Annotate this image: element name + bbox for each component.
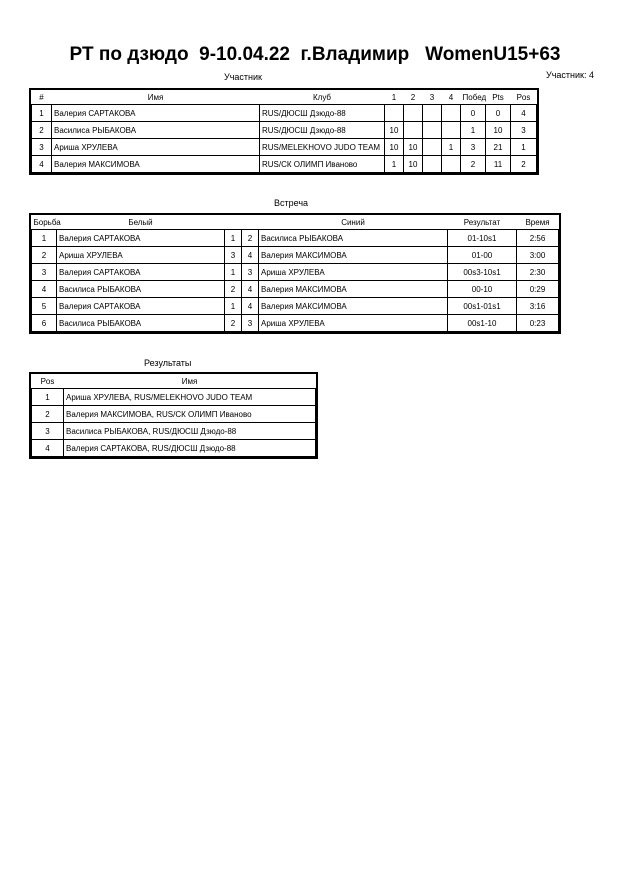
result-row	[32, 389, 316, 406]
participant-cell: RUS/СК ОЛИМП Иваново	[260, 156, 385, 173]
match-cell: 6	[32, 315, 57, 332]
participant-cell: 1	[385, 156, 404, 173]
result-cell: Василиса РЫБАКОВА, RUS/ДЮСШ Дзюдо-88	[64, 423, 316, 440]
participant-cell	[423, 122, 442, 139]
match-cell: Василиса РЫБАКОВА	[57, 315, 225, 332]
participant-column-header: #	[39, 92, 44, 102]
participant-cell: Валерия САРТАКОВА	[52, 105, 260, 122]
match-row	[32, 264, 559, 281]
participant-cell	[385, 105, 404, 122]
match-column-header: Борьба	[33, 217, 61, 227]
match-cell: 3	[242, 315, 259, 332]
match-cell: 4	[32, 281, 57, 298]
match-cell: 4	[242, 247, 259, 264]
result-column-header: Имя	[181, 376, 198, 386]
page-title: РТ по дзюдо 9-10.04.22 г.Владимир WomenU15+63	[69, 44, 561, 65]
match-cell: Василиса РЫБАКОВА	[259, 230, 448, 247]
match-header-row	[32, 215, 559, 230]
result-row	[32, 440, 316, 457]
participant-count: Участник: 4	[546, 70, 594, 80]
participant-cell: 3	[461, 139, 486, 156]
participant-cell: 1	[461, 122, 486, 139]
match-cell: 01-00	[448, 247, 517, 264]
participant-cell: 1	[442, 139, 461, 156]
match-cell: 4	[242, 281, 259, 298]
match-cell: 2	[225, 315, 242, 332]
participant-cell: 1	[32, 105, 52, 122]
participant-row	[32, 139, 537, 156]
match-cell: Валерия САРТАКОВА	[57, 230, 225, 247]
match-cell: Валерия МАКСИМОВА	[259, 281, 448, 298]
result-cell: 2	[32, 406, 64, 423]
participant-cell: 2	[461, 156, 486, 173]
participant-cell: 2	[511, 156, 537, 173]
participant-cell: 0	[486, 105, 511, 122]
match-cell: 0:29	[517, 281, 559, 298]
participant-cell	[404, 105, 423, 122]
matches-table	[31, 215, 559, 332]
participant-cell	[442, 105, 461, 122]
match-cell: 5	[32, 298, 57, 315]
participant-cell: 10	[404, 156, 423, 173]
participant-cell: 3	[32, 139, 52, 156]
match-column-header: Синий	[341, 217, 365, 227]
match-column-header	[242, 215, 259, 230]
results-section-label: Результаты	[144, 358, 192, 368]
match-cell: 1	[225, 264, 242, 281]
participant-cell: 1	[511, 139, 537, 156]
match-column-header: Белый	[128, 217, 153, 227]
match-row	[32, 230, 559, 247]
result-cell: Валерия САРТАКОВА, RUS/ДЮСШ Дзюдо-88	[64, 440, 316, 457]
participant-cell	[442, 122, 461, 139]
result-cell: 1	[32, 389, 64, 406]
match-cell: 2	[242, 230, 259, 247]
participant-cell: 4	[511, 105, 537, 122]
participant-cell: Василиса РЫБАКОВА	[52, 122, 260, 139]
participant-cell: RUS/ДЮСШ Дзюдо-88	[260, 122, 385, 139]
participant-column-header: 2	[410, 92, 416, 102]
participant-cell: 0	[461, 105, 486, 122]
match-cell: Ариша ХРУЛЕВА	[57, 247, 225, 264]
participant-column-header: 4	[448, 92, 454, 102]
participant-cell	[423, 156, 442, 173]
match-cell: 00-10	[448, 281, 517, 298]
match-cell: 1	[32, 230, 57, 247]
match-cell: 2:56	[517, 230, 559, 247]
match-cell: 3	[225, 247, 242, 264]
match-cell: 3:00	[517, 247, 559, 264]
match-column-header: Результат	[463, 217, 501, 227]
match-column-header	[225, 215, 242, 230]
participant-cell: 21	[486, 139, 511, 156]
participant-column-header: 3	[429, 92, 435, 102]
match-cell: 2:30	[517, 264, 559, 281]
match-cell: 00s1-01s1	[448, 298, 517, 315]
participant-cell	[423, 105, 442, 122]
results-table	[31, 374, 316, 457]
participant-cell: RUS/ДЮСШ Дзюдо-88	[260, 105, 385, 122]
participant-cell: 11	[486, 156, 511, 173]
participant-cell: 2	[32, 122, 52, 139]
participant-cell: 3	[511, 122, 537, 139]
match-row	[32, 281, 559, 298]
match-cell: Василиса РЫБАКОВА	[57, 281, 225, 298]
participant-column-header: Pts	[492, 92, 504, 102]
match-row	[32, 298, 559, 315]
match-cell: 3:16	[517, 298, 559, 315]
participant-cell: Ариша ХРУЛЕВА	[52, 139, 260, 156]
result-row	[32, 406, 316, 423]
participant-row	[32, 122, 537, 139]
match-cell: 1	[225, 230, 242, 247]
participant-column-header: Имя	[147, 92, 164, 102]
match-row	[32, 315, 559, 332]
match-cell: 1	[225, 298, 242, 315]
matches-section-label: Встреча	[274, 198, 309, 208]
participant-cell: RUS/MELEKHOVO JUDO TEAM	[260, 139, 385, 156]
match-cell: 4	[242, 298, 259, 315]
participant-cell: 10	[486, 122, 511, 139]
participants-section-label: Участник	[224, 72, 262, 82]
participant-cell	[423, 139, 442, 156]
result-header-row	[32, 374, 316, 389]
participant-cell: 10	[404, 139, 423, 156]
participant-row	[32, 156, 537, 173]
result-cell: Валерия МАКСИМОВА, RUS/СК ОЛИМП Иваново	[64, 406, 316, 423]
result-column-header: Pos	[40, 376, 55, 386]
participant-row	[32, 105, 537, 122]
result-cell: 3	[32, 423, 64, 440]
match-cell: 2	[225, 281, 242, 298]
result-cell: 4	[32, 440, 64, 457]
match-cell: Валерия САРТАКОВА	[57, 264, 225, 281]
participant-header-row	[32, 90, 537, 105]
participant-cell: 10	[385, 139, 404, 156]
participant-cell: 10	[385, 122, 404, 139]
match-cell: 3	[242, 264, 259, 281]
participant-column-header: 1	[391, 92, 397, 102]
match-cell: 01-10s1	[448, 230, 517, 247]
participant-cell: Валерия МАКСИМОВА	[52, 156, 260, 173]
participant-cell	[442, 156, 461, 173]
participant-column-header: Клуб	[313, 92, 331, 102]
participant-cell: 4	[32, 156, 52, 173]
result-cell: Ариша ХРУЛЕВА, RUS/MELEKHOVO JUDO TEAM	[64, 389, 316, 406]
result-row	[32, 423, 316, 440]
participant-column-header: Pos	[516, 92, 531, 102]
match-cell: Ариша ХРУЛЕВА	[259, 264, 448, 281]
participants-table	[31, 90, 537, 173]
match-cell: 00s1-10	[448, 315, 517, 332]
match-cell: Ариша ХРУЛЕВА	[259, 315, 448, 332]
match-cell: 00s3-10s1	[448, 264, 517, 281]
match-cell: Валерия САРТАКОВА	[57, 298, 225, 315]
participant-cell	[404, 122, 423, 139]
match-cell: 0:23	[517, 315, 559, 332]
match-column-header: Время	[525, 217, 550, 227]
match-cell: 2	[32, 247, 57, 264]
participant-column-header: Побед	[462, 92, 487, 102]
match-row	[32, 247, 559, 264]
match-cell: Валерия МАКСИМОВА	[259, 247, 448, 264]
match-cell: 3	[32, 264, 57, 281]
match-cell: Валерия МАКСИМОВА	[259, 298, 448, 315]
